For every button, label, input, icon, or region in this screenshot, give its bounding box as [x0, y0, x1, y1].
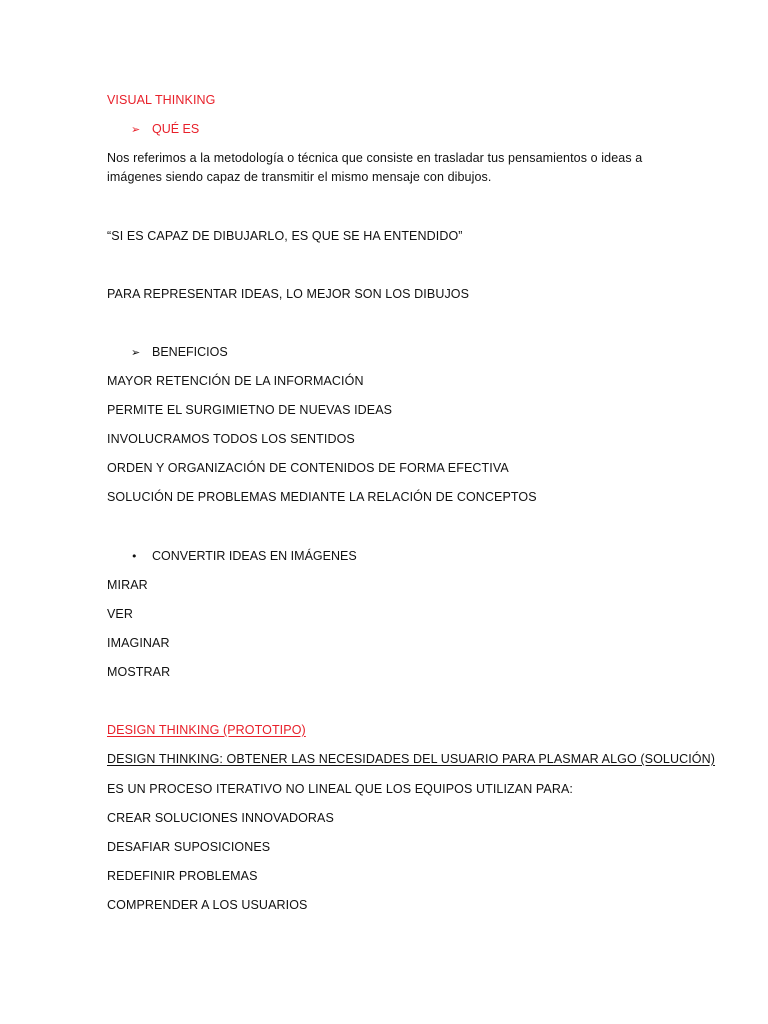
- convertir-label: CONVERTIR IDEAS EN IMÁGENES: [152, 549, 357, 563]
- design-thinking-heading: DESIGN THINKING (PROTOTIPO): [107, 723, 306, 737]
- convertir-bullet-item: [131, 548, 357, 565]
- definition-line-1: Nos referimos a la metodología o técnica que consiste en trasladar tus pensamientos o ideas a: [107, 151, 643, 165]
- design-thinking-item: DESAFIAR SUPOSICIONES: [107, 840, 271, 854]
- round-bullet-icon: •: [131, 550, 138, 563]
- convertir-item: MOSTRAR: [107, 665, 171, 679]
- design-thinking-intro: ES UN PROCESO ITERATIVO NO LINEAL QUE LOS EQUIPOS UTILIZAN PARA:: [107, 782, 573, 796]
- design-thinking-item: CREAR SOLUCIONES INNOVADORAS: [107, 811, 334, 825]
- design-thinking-item: COMPRENDER A LOS USUARIOS: [107, 898, 308, 912]
- beneficio-item: MAYOR RETENCIÓN DE LA INFORMACIÓN: [107, 374, 364, 388]
- beneficio-item: SOLUCIÓN DE PROBLEMAS MEDIANTE LA RELACIÓN DE CONCEPTOS: [107, 490, 537, 504]
- que-es-label: QUÉ ES: [152, 122, 200, 136]
- statement-text: PARA REPRESENTAR IDEAS, LO MEJOR SON LOS DIBUJOS: [107, 287, 470, 301]
- arrowhead-bullet-icon: ➢: [131, 346, 141, 359]
- beneficios-label: BENEFICIOS: [152, 345, 228, 359]
- definition-line-2: imágenes siendo capaz de transmitir el mismo mensaje con dibujos.: [107, 170, 492, 184]
- design-thinking-subtitle: DESIGN THINKING: OBTENER LAS NECESIDADES DEL USUARIO PARA PLASMAR ALGO (SOLUCIÓN): [107, 752, 716, 766]
- que-es-bullet-item: [131, 121, 199, 138]
- beneficio-item: ORDEN Y ORGANIZACIÓN DE CONTENIDOS DE FORMA EFECTIVA: [107, 461, 509, 475]
- quote-text: “SI ES CAPAZ DE DIBUJARLO, ES QUE SE HA ENTENDIDO”: [107, 229, 463, 243]
- visual-thinking-heading: VISUAL THINKING: [107, 93, 216, 107]
- arrowhead-bullet-icon: ➢: [131, 123, 141, 136]
- beneficios-bullet-item: [131, 344, 228, 361]
- design-thinking-item: REDEFINIR PROBLEMAS: [107, 869, 258, 883]
- convertir-item: IMAGINAR: [107, 636, 170, 650]
- convertir-item: VER: [107, 607, 134, 621]
- convertir-item: MIRAR: [107, 578, 148, 592]
- beneficio-item: INVOLUCRAMOS TODOS LOS SENTIDOS: [107, 432, 355, 446]
- beneficio-item: PERMITE EL SURGIMIETNO DE NUEVAS IDEAS: [107, 403, 393, 417]
